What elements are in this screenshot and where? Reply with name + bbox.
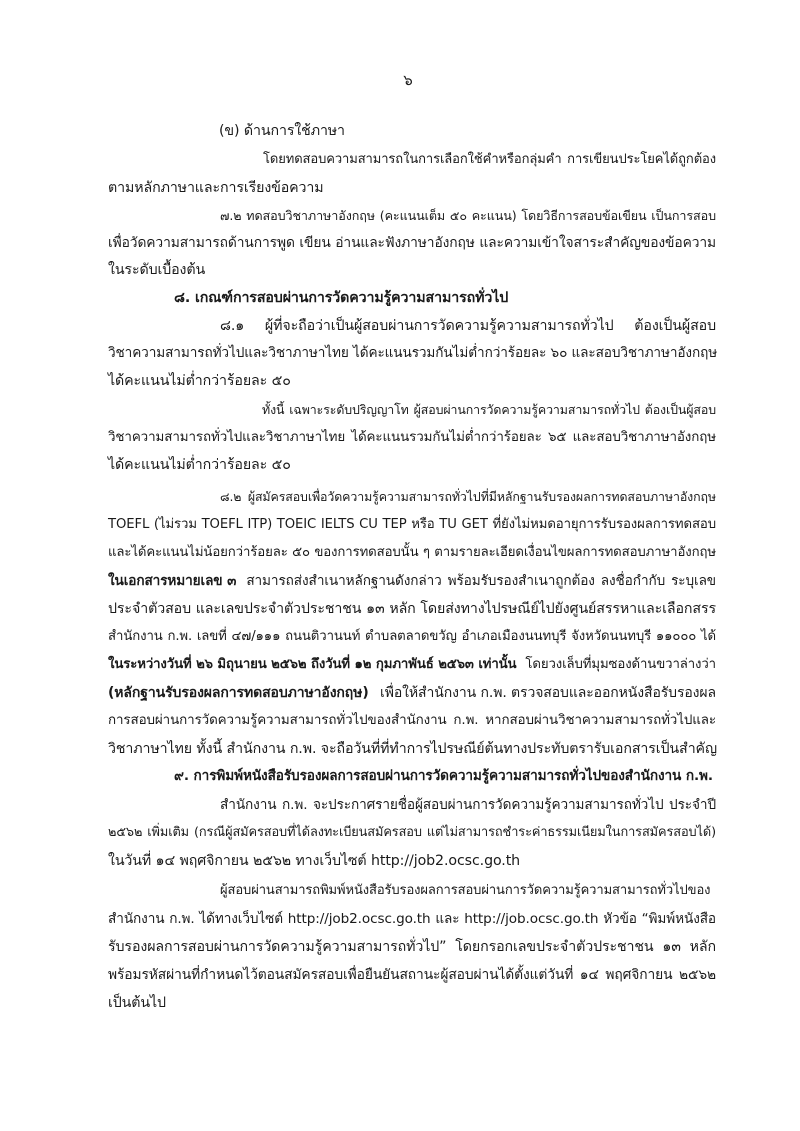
- section-heading-8: ๘. เกณฑ์การสอบผ่านการวัดความรู้ความสามารถทั่วไป: [174, 290, 509, 306]
- paragraph-line: TOEFL (ไม่รวม TOEFL ITP) TOEIC IELTS CU TEP หรือ TU GET ที่ยังไม่หมดอายุการรับรองผลการทดสอบ: [108, 517, 716, 532]
- paragraph-line: [108, 571, 716, 591]
- paragraph-line: วิชาความสามารถทั่วไปและวิชาภาษาไทย ได้คะแนนรวมกันไม่ต่ำกว่าร้อยละ ๖๐ และสอบวิชาภาษาอังกฤษ: [108, 345, 718, 361]
- paragraph-line: ในระดับเบื้องต้น: [108, 262, 206, 278]
- paragraph-line: พร้อมรหัสผ่านที่กำหนดไว้ตอนสมัครสอบเพื่อยืนยันสถานะผู้สอบผ่านได้ตั้งแต่วันที่ ๑๔ พฤศจิกายน ๒๕๖๒: [108, 967, 716, 983]
- paragraph-line: [108, 683, 716, 703]
- subsection-heading: (ข) ด้านการใช้ภาษา: [219, 123, 345, 139]
- emphasis-text: ในเอกสารหมายเลข ๓: [108, 573, 237, 589]
- paragraph-line: สำนักงาน ก.พ. เลขที่ ๔๗/๑๑๑ ถนนติวานนท์ ตำบลตลาดขวัญ อำเภอเมืองนนทบุรี จังหวัดนนทบุรี ๑๑๐๐๐ ได้: [108, 629, 716, 644]
- page-number: ๖: [403, 71, 413, 89]
- paragraph-line: โดยทดสอบความสามารถในการเลือกใช้คำหรือกลุ่มคำ การเขียนประโยคได้ถูกต้อง: [263, 152, 716, 167]
- emphasis-text: ในระหว่างวันที่ ๒๖ มิถุนายน ๒๕๖๒ ถึงวันที่ ๑๒ กุมภาพันธ์ ๒๕๖๓ เท่านั้น: [108, 657, 517, 672]
- paragraph-line: ได้คะแนนไม่ต่ำกว่าร้อยละ ๕๐: [108, 373, 291, 389]
- paragraph-line: ผู้สอบผ่านสามารถพิมพ์หนังสือรับรองผลการสอบผ่านการวัดความรู้ความสามารถทั่วไปของ: [220, 883, 711, 898]
- paragraph-line: ได้คะแนนไม่ต่ำกว่าร้อยละ ๕๐: [108, 457, 291, 473]
- emphasis-text: (หลักฐานรับรองผลการทดสอบภาษาอังกฤษ): [108, 685, 369, 701]
- paragraph-line: สำนักงาน ก.พ. ได้ทางเว็บไซต์ http://job2.ocsc.go.th และ http://job.ocsc.go.th หัวข้อ “พิมพ์หนังสือ: [108, 911, 716, 927]
- paragraph-line: วิชาความสามารถทั่วไปและวิชาภาษาไทย ได้คะแนนรวมกันไม่ต่ำกว่าร้อยละ ๖๕ และสอบวิชาภาษาอังกฤษ: [108, 430, 716, 445]
- paragraph-line: ตามหลักภาษาและการเรียงข้อความ: [108, 180, 324, 196]
- paragraph-line: สำนักงาน ก.พ. จะประกาศรายชื่อผู้สอบผ่านการวัดความรู้ความสามารถทั่วไป ประจำปี: [220, 797, 716, 813]
- paragraph-line: ๘.๒ ผู้สมัครสอบเพื่อวัดความรู้ความสามารถทั่วไปที่มีหลักฐานรับรองผลการทดสอบภาษาอังกฤษ: [220, 489, 716, 504]
- paragraph-line: [108, 655, 716, 675]
- paragraph-line: ๗.๒ ทดสอบวิชาภาษาอังกฤษ (คะแนนเต็ม ๕๐ คะแนน) โดยวิธีการสอบข้อเขียน เป็นการสอบ: [220, 208, 716, 223]
- paragraph-line: วิชาภาษาไทย ทั้งนี้ สำนักงาน ก.พ. จะถือวันที่ที่ทำการไปรษณีย์ต้นทางประทับตรารับเอกสารเป็นสำคัญ: [108, 741, 717, 757]
- paragraph-line: ๘.๑ ผู้ที่จะถือว่าเป็นผู้สอบผ่านการวัดความรู้ความสามารถทั่วไป ต้องเป็นผู้สอบ: [220, 318, 716, 334]
- paragraph-line: ประจำตัวสอบ และเลขประจำตัวประชาชน ๑๓ หลัก โดยส่งทางไปรษณีย์ไปยังศูนย์สรรหาและเลือกสรร: [108, 601, 716, 617]
- paragraph-line: และได้คะแนนไม่น้อยกว่าร้อยละ ๕๐ ของการทดสอบนั้น ๆ ตามรายละเอียดเงื่อนไขผลการทดสอบภาษาอังกฤษ: [108, 545, 716, 560]
- paragraph-text: โดยวงเล็บที่มุมซองด้านขวาล่างว่า: [525, 657, 716, 672]
- paragraph-line: ทั้งนี้ เฉพาะระดับปริญญาโท ผู้สอบผ่านการวัดความรู้ความสามารถทั่วไป ต้องเป็นผู้สอบ: [262, 402, 716, 417]
- section-heading-9: ๙. การพิมพ์หนังสือรับรองผลการสอบผ่านการวัดความรู้ความสามารถทั่วไปของสำนักงาน ก.พ.: [174, 768, 713, 784]
- paragraph-line: เป็นต้นไป: [108, 995, 166, 1011]
- paragraph-text: เพื่อให้สำนักงาน ก.พ. ตรวจสอบและออกหนังสือรับรองผล: [380, 685, 716, 701]
- paragraph-line: ในวันที่ ๑๔ พฤศจิกายน ๒๕๖๒ ทางเว็บไซต์ http://job2.ocsc.go.th: [108, 853, 521, 869]
- paragraph-line: ๒๕๖๒ เพิ่มเติม (กรณีผู้สมัครสอบที่ได้ลงทะเบียนสมัครสอบ แต่ไม่สามารถชำระค่าธรรมเนียมในการสมัครสอบได้): [108, 825, 716, 840]
- paragraph-line: เพื่อวัดความสามารถด้านการพูด เขียน อ่านและฟังภาษาอังกฤษ และความเข้าใจสาระสำคัญของข้อความ: [108, 235, 716, 251]
- paragraph-line: การสอบผ่านการวัดความรู้ความสามารถทั่วไปของสำนักงาน ก.พ. หากสอบผ่านวิชาความสามารถทั่วไปและ: [108, 713, 716, 728]
- paragraph-line: รับรองผลการสอบผ่านการวัดความรู้ความสามารถทั่วไป” โดยกรอกเลขประจำตัวประชาชน ๑๓ หลัก: [108, 939, 716, 955]
- paragraph-text: สามารถส่งสำเนาหลักฐานดังกล่าว พร้อมรับรองสำเนาถูกต้อง ลงชื่อกำกับ ระบุเลข: [246, 573, 716, 589]
